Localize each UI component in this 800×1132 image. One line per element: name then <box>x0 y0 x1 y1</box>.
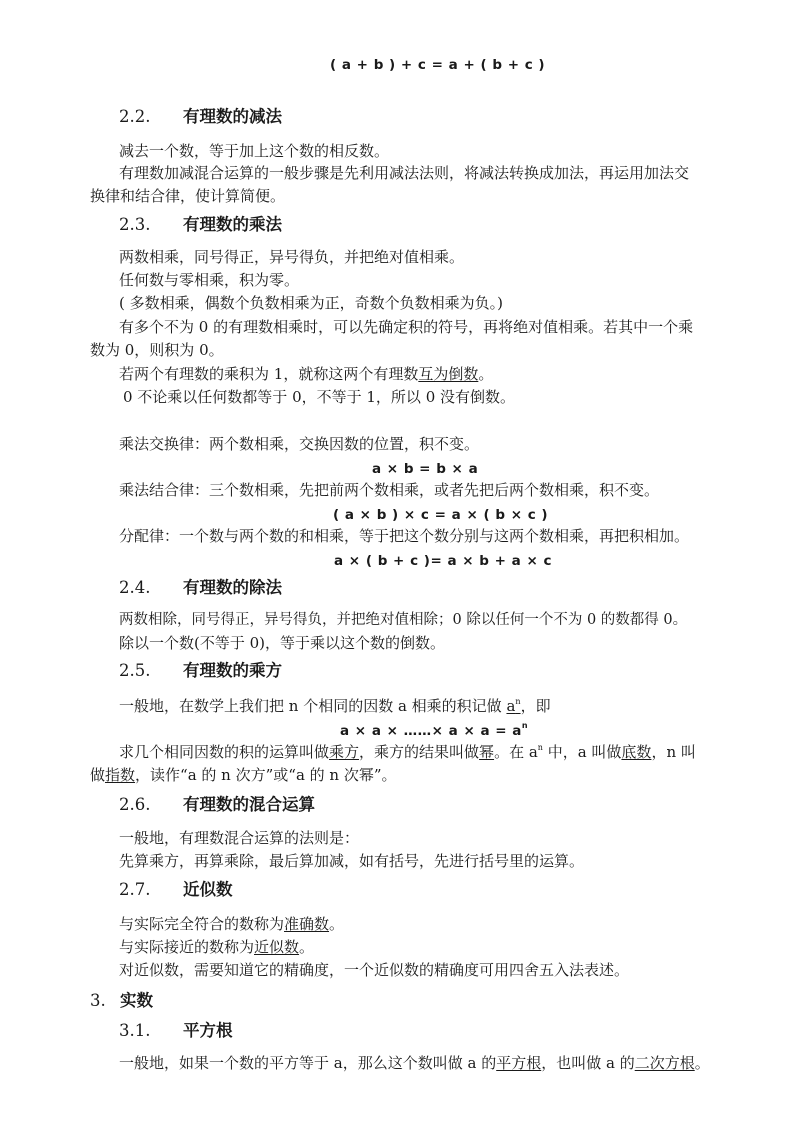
section-number: 2.7. <box>119 880 151 899</box>
section-title: 有理数的乘方 <box>183 661 282 680</box>
text-run: ，乘方的结果叫做 <box>359 743 480 761</box>
term-base: 底数 <box>621 743 652 761</box>
section-heading-2-5 <box>119 661 282 681</box>
text-run: 。在 a <box>494 743 538 761</box>
paragraph-line <box>90 765 397 785</box>
formula-power <box>340 721 528 741</box>
paragraph-line: 先算乘方，再算乘除，最后算加减，如有括号，先进行括号里的运算。 <box>119 852 585 870</box>
section-title: 近似数 <box>183 880 233 899</box>
term-exponent: 指数 <box>105 766 136 784</box>
paragraph-line: 分配律：一个数与两个数的和相乘，等于把这个数分别与这两个数相乘，再把积相加。 <box>119 527 690 545</box>
section-heading-2-2 <box>119 107 282 127</box>
formula-commutative: a × b = b × a <box>372 461 479 477</box>
paragraph-line: ( 多数相乘，偶数个负数相乘为正，奇数个负数相乘为负。) <box>119 294 503 312</box>
paragraph-line: 数为 0，则积为 0。 <box>90 341 224 359</box>
text-run: 。 <box>329 915 345 933</box>
paragraph-line: 对近似数，需要知道它的精确度，一个近似数的精确度可用四舍五入法表述。 <box>119 961 630 979</box>
section-title: 平方根 <box>183 1021 233 1040</box>
paragraph-line <box>119 937 314 957</box>
paragraph-line: 换律和结合律，使计算简便。 <box>90 187 286 205</box>
term-reciprocal: 互为倒数 <box>418 365 479 383</box>
section-heading-2-3 <box>119 215 282 235</box>
text-run: ，读作“a 的 n 次方”或“a 的 n 次幂”。 <box>135 766 397 784</box>
section-number: 2.6. <box>119 795 151 814</box>
text-run: 中，a 叫做 <box>542 743 622 761</box>
paragraph-line <box>119 742 696 762</box>
text-run: 求几个相同因数的积的运算叫做 <box>119 743 330 761</box>
text-run: 若两个有理数的乘积为 1，就称这两个有理数 <box>119 365 419 383</box>
section-number: 2.4. <box>119 578 151 597</box>
text-run: 一般地，如果一个数的平方等于 a，那么这个数叫做 a 的 <box>119 1054 497 1072</box>
section-number: 3.1. <box>119 1021 151 1040</box>
paragraph-line: 0 不论乘以任何数都等于 0，不等于 1，所以 0 没有倒数。 <box>123 388 516 406</box>
text-run: 做 <box>90 766 106 784</box>
paragraph-line: 除以一个数(不等于 0)，等于乘以这个数的倒数。 <box>119 634 446 652</box>
text-run: 一般地，在数学上我们把 n 个相同的因数 a 相乘的积记做 <box>119 697 507 715</box>
paragraph-line <box>119 696 551 716</box>
paragraph-line: 有多个不为 0 的有理数相乘时，可以先确定积的符号，再将绝对值相乘。若其中一个乘 <box>119 318 694 336</box>
term-exact-number: 准确数 <box>284 915 330 933</box>
text-run: a × a × ……× a × a = a <box>340 723 522 739</box>
term-power-notation <box>506 697 520 715</box>
text-run: 与实际接近的数称为 <box>119 938 255 956</box>
section-title: 有理数的乘法 <box>183 215 282 234</box>
superscript: n <box>515 697 521 706</box>
paragraph-line <box>119 914 344 934</box>
term-power: 幂 <box>479 743 495 761</box>
paragraph-line: 乘法交换律：两个数相乘，交换因数的位置，积不变。 <box>119 435 480 453</box>
chapter-heading-3 <box>90 991 153 1011</box>
text-run: ，即 <box>520 697 551 715</box>
section-heading-2-6 <box>119 795 315 815</box>
text-run: a <box>506 697 516 715</box>
formula-addition-associative: ( a + b ) + c = a + ( b + c ) <box>330 57 546 73</box>
section-heading-2-4 <box>119 578 282 598</box>
paragraph-line: 减去一个数，等于加上这个数的相反数。 <box>119 142 390 160</box>
text-run: ，也叫做 a 的 <box>541 1054 635 1072</box>
paragraph-line <box>119 364 493 384</box>
term-exponentiation: 乘方 <box>329 743 360 761</box>
formula-distributive: a × ( b + c )= a × b + a × c <box>334 553 552 569</box>
superscript: n <box>521 721 529 730</box>
term-quadratic-root: 二次方根 <box>634 1054 695 1072</box>
paragraph-line <box>119 1053 710 1073</box>
term-approximate-number: 近似数 <box>254 938 300 956</box>
section-number: 3. <box>90 991 106 1010</box>
paragraph-line: 乘法结合律：三个数相乘，先把前两个数相乘，或者先把后两个数相乘，积不变。 <box>119 481 660 499</box>
paragraph-line: 一般地，有理数混合运算的法则是： <box>119 829 360 847</box>
paragraph-line: 任何数与零相乘，积为零。 <box>119 271 300 289</box>
formula-associative: ( a × b ) × c = a × ( b × c ) <box>333 507 549 523</box>
paragraph-line: 有理数加减混合运算的一般步骤是先利用减法法则，将减法转换成加法，再运用加法交 <box>119 164 690 182</box>
section-title: 有理数的混合运算 <box>183 795 315 814</box>
text-run: 。 <box>299 938 315 956</box>
paragraph-line: 两数相除，同号得正，异号得负，并把绝对值相除；0 除以任何一个不为 0 的数都得 0。 <box>119 612 688 628</box>
section-heading-3-1 <box>119 1021 233 1041</box>
text-run: ，n 叫 <box>651 743 696 761</box>
section-title: 实数 <box>120 991 153 1010</box>
superscript: n <box>537 743 543 752</box>
section-title: 有理数的除法 <box>183 578 282 597</box>
term-square-root: 平方根 <box>496 1054 542 1072</box>
section-number: 2.5. <box>119 661 151 680</box>
section-title: 有理数的减法 <box>183 107 282 126</box>
section-heading-2-7 <box>119 880 233 900</box>
text-run: 与实际完全符合的数称为 <box>119 915 285 933</box>
section-number: 2.3. <box>119 215 151 234</box>
section-number: 2.2. <box>119 107 151 126</box>
paragraph-line: 两数相乘，同号得正，异号得负，并把绝对值相乘。 <box>119 248 465 266</box>
text-run: 。 <box>694 1054 710 1072</box>
text-run: 。 <box>478 365 494 383</box>
